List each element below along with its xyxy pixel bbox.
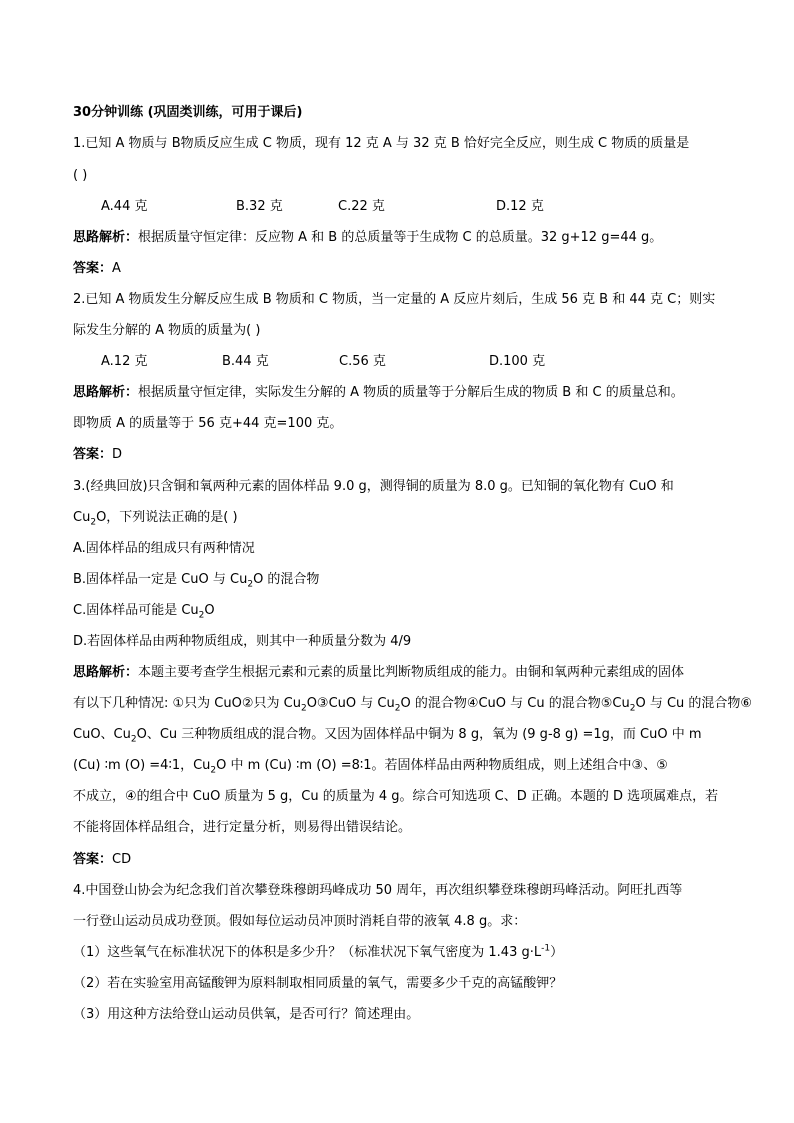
q3-analysis-line3	[73, 726, 702, 744]
text-run: O、Cu 三种物质组成的混合物。又因为固体样品中铜为 8 g，氧为 (9 g-8 g) =1g，而 CuO 中 m	[136, 727, 702, 742]
text-run: (Cu) ∶m (O) =4∶1，Cu	[73, 758, 211, 773]
q4-subquestion-1	[73, 944, 563, 962]
analysis-text: 本题主要考查学生根据元素和元素的质量比判断物质组成的能力。由铜和氧两种元素组成的固体	[138, 665, 685, 680]
subscript: 2	[247, 579, 254, 590]
subscript: 2	[130, 734, 137, 745]
text-run: Cu	[73, 510, 91, 525]
q1-option-c: C.22 克	[338, 199, 385, 214]
q3-answer	[73, 851, 131, 869]
q2-answer	[73, 446, 122, 464]
q2-option-b: B.44 克	[222, 354, 269, 369]
q1-stem-line2: ( )	[73, 168, 88, 183]
q4-stem-line2: 一行登山运动员成功登顶。假如每位运动员冲顶时消耗自带的液氧 4.8 g。求：	[73, 914, 527, 929]
q3-option-d: D.若固体样品由两种物质组成，则其中一种质量分数为 4/9	[73, 634, 412, 649]
superscript: -1	[541, 943, 551, 954]
text-run: O③CuO 与 Cu	[306, 696, 395, 711]
subscript: 2	[198, 610, 205, 621]
answer-label: 答案：	[73, 447, 113, 462]
text-run: O 的混合物	[253, 572, 320, 587]
text-run: 有以下几种情况: ①只为 CuO②只为 Cu	[73, 696, 301, 711]
answer-value: A	[112, 261, 121, 276]
q2-option-c: C.56 克	[339, 354, 386, 369]
q4-subquestion-3: （3）用这种方法给登山运动员供氧，是否可行？简述理由。	[73, 1007, 420, 1022]
q3-analysis-line4	[73, 757, 668, 775]
text-run: CuO、Cu	[73, 727, 131, 742]
q1-option-d: D.12 克	[496, 199, 544, 214]
q3-stem-line1: 3.(经典回放)只含铜和氧两种元素的固体样品 9.0 g，测得铜的质量为 8.0 g。已知铜的氧化物有 CuO 和	[73, 479, 674, 494]
q1-option-b: B.32 克	[236, 199, 283, 214]
q2-analysis-line1	[73, 384, 684, 402]
text-run: B.固体样品一定是 CuO 与 Cu	[73, 572, 248, 587]
subscript: 2	[90, 517, 97, 528]
analysis-text: 根据质量守恒定律：反应物 A 和 B 的总质量等于生成物 C 的总质量。32 g+12 g=44 g。	[138, 230, 663, 245]
answer-value: CD	[112, 852, 132, 867]
text-run: O 的混合物④CuO 与 Cu 的混合物⑤Cu	[400, 696, 630, 711]
q3-analysis-line1	[73, 664, 684, 682]
q3-stem-line2	[73, 509, 238, 527]
q4-subquestion-2: （2）若在实验室用高锰酸钾为原料制取相同质量的氧气，需要多少千克的高锰酸钾？	[73, 976, 563, 991]
text-run: ）	[550, 945, 564, 960]
q3-option-c	[73, 602, 215, 620]
section-header: 30分钟训练 (巩固类训练，可用于课后)	[73, 105, 303, 120]
analysis-text: 根据质量守恒定律，实际发生分解的 A 物质的质量等于分解后生成的物质 B 和 C 的质量总和。	[138, 385, 684, 400]
q2-option-d: D.100 克	[489, 354, 546, 369]
q1-answer	[73, 260, 121, 278]
q2-option-a: A.12 克	[101, 354, 148, 369]
q2-stem-line2: 际发生分解的 A 物质的质量为( )	[73, 323, 261, 338]
answer-label: 答案：	[73, 852, 113, 867]
analysis-label: 思路解析：	[73, 230, 139, 245]
q2-stem-line1: 2.已知 A 物质发生分解反应生成 B 物质和 C 物质，当一定量的 A 反应片刻后，生成 56 克 B 和 44 克 C；则实	[73, 292, 716, 307]
subscript: 2	[629, 703, 636, 714]
text-run: （1）这些氧气在标准状况下的体积是多少升？（标准状况下氧气密度为 1.43 g·L	[73, 945, 542, 960]
q3-option-b	[73, 571, 319, 589]
q2-analysis-line2: 即物质 A 的质量等于 56 克+44 克=100 克。	[73, 416, 343, 431]
answer-label: 答案：	[73, 261, 113, 276]
text-run: O 中 m (Cu) ∶m (O) =8∶1。若固体样品由两种物质组成，则上述组合中③、⑤	[216, 758, 668, 773]
analysis-label: 思路解析：	[73, 665, 139, 680]
subscript: 2	[300, 703, 307, 714]
q1-stem-line1: 1.已知 A 物质与 B物质反应生成 C 物质，现有 12 克 A 与 32 克 B 恰好完全反应，则生成 C 物质的质量是	[73, 136, 690, 151]
text-run: C.固体样品可能是 Cu	[73, 603, 199, 618]
subscript: 2	[210, 765, 217, 776]
q1-analysis	[73, 229, 662, 247]
analysis-label: 思路解析：	[73, 385, 139, 400]
answer-value: D	[112, 447, 123, 462]
subscript: 2	[394, 703, 401, 714]
text-run: O 与 Cu 的混合物⑥	[635, 696, 753, 711]
q1-option-a: A.44 克	[101, 199, 148, 214]
q3-analysis-line2	[73, 695, 752, 713]
text-run: O	[204, 603, 215, 618]
q3-option-a: A.固体样品的组成只有两种情况	[73, 541, 255, 556]
q3-analysis-line5: 不成立，④的组合中 CuO 质量为 5 g，Cu 的质量为 4 g。综合可知选项 C、D 正确。本题的 D 选项属难点，若	[73, 789, 719, 804]
q4-stem-line1: 4.中国登山协会为纪念我们首次攀登珠穆朗玛峰成功 50 周年，再次组织攀登珠穆朗玛峰活动。阿旺扎西等	[73, 883, 683, 898]
text-run: O，下列说法正确的是( )	[96, 510, 238, 525]
q3-analysis-line6: 不能将固体样品组合，进行定量分析，则易得出错误结论。	[73, 820, 412, 835]
